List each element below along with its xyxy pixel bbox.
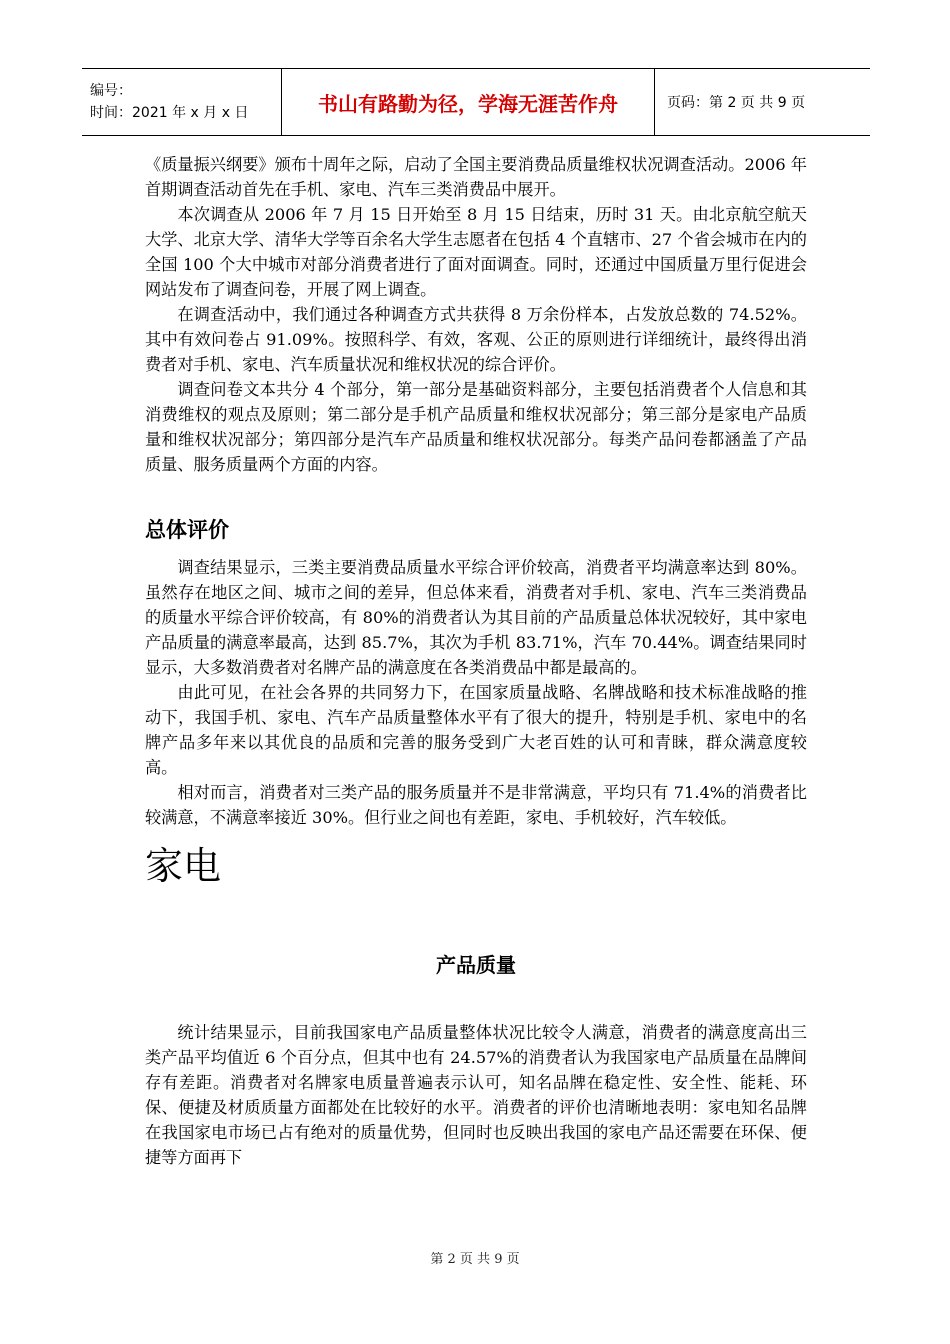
intro-paragraph: 在调查活动中，我们通过各种调查方式共获得 8 万余份样本，占发放总数的 74.52%。其中有效问卷占 91.09%。按照科学、有效，客观、公正的原则进行详细统计，最终得出消费者对手机、家电、汽车质量状况和维权状况的综合评价。 bbox=[145, 305, 807, 374]
appliance-paragraph: 统计结果显示，目前我国家电产品质量整体状况比较令人满意，消费者的满意度高出三类产品平均值近 6 个百分点，但其中也有 24.57%的消费者认为我国家电产品质量在品牌间存有差距。消费者对名牌家电质量普遍表示认可，知名品牌在稳定性、安全性、能耗、环保、便捷及材质质量方面都处在比较好的水平。消费者的评价也清晰地表明：家电知名品牌在我国家电市场已占有绝对的质量优势，但同时也反映出我国的家电产品还需要在环保、便捷等方面再下 bbox=[145, 1023, 807, 1167]
page-footer: 第 2 页 共 9 页 bbox=[430, 1252, 520, 1267]
document-body bbox=[145, 152, 807, 1170]
number-label: 编号： bbox=[90, 83, 132, 99]
overall-paragraph: 相对而言，消费者对三类产品的服务质量并不是非常满意，平均只有 71.4%的消费者比较满意，不满意率接近 30%。但行业之间也有差距，家电、手机较好，汽车较低。 bbox=[145, 783, 807, 827]
intro-paragraph: 本次调查从 2006 年 7 月 15 日开始至 8 月 15 日结束，历时 31 天。由北京航空航天大学、北京大学、清华大学等百余名大学生志愿者在包括 4 个直辖市、27 个省会城市在内的全国 100 个大中城市对部分消费者进行了面对面调查。同时，还通过中国质量万里行促进会网站发布了调查问卷，开展了网上调查。 bbox=[145, 205, 807, 299]
header-motto: 书山有路勤为径，学海无涯苦作舟 bbox=[282, 69, 655, 135]
subheading-product-quality: 产品质量 bbox=[436, 953, 516, 977]
header-page-label: 页码：第 2 页 共 9 页 bbox=[667, 95, 806, 111]
date-label: 时间：2021 年 x 月 x 日 bbox=[90, 105, 249, 121]
intro-paragraph: 《质量振兴纲要》颁布十周年之际，启动了全国主要消费品质量维权状况调查活动。2006 年首期调查活动首先在手机、家电、汽车三类消费品中展开。 bbox=[145, 155, 807, 199]
intro-paragraph: 调查问卷文本共分 4 个部分，第一部分是基础资料部分，主要包括消费者个人信息和其消费维权的观点及原则；第二部分是手机产品质量和维权状况部分；第三部分是家电产品质量和维权状况部分；第四部分是汽车产品质量和维权状况部分。每类产品问卷都涵盖了产品质量、服务质量两个方面的内容。 bbox=[145, 380, 807, 474]
section-heading-appliance: 家电 bbox=[145, 844, 222, 888]
page-header bbox=[82, 68, 870, 136]
overall-paragraph: 由此可见，在社会各界的共同努力下，在国家质量战略、名牌战略和技术标准战略的推动下，我国手机、家电、汽车产品质量整体水平有了很大的提升，特别是手机、家电中的名牌产品多年来以其优良的品质和完善的服务受到广大老百姓的认可和青睐，群众满意度较高。 bbox=[145, 683, 807, 777]
section-heading-overall: 总体评价 bbox=[145, 518, 229, 542]
header-meta bbox=[82, 69, 282, 135]
overall-paragraph: 调查结果显示，三类主要消费品质量水平综合评价较高，消费者平均满意率达到 80%。虽然存在地区之间、城市之间的差异，但总体来看，消费者对手机、家电、汽车三类消费品的质量水平综合评价较高，有 80%的消费者认为其目前的产品质量总体状况较好，其中家电产品质量的满意率最高，达到 85.7%，其次为手机 83.71%，汽车 70.44%。调查结果同时显示，大多数消费者对名牌产品的满意度在各类消费品中都是最高的。 bbox=[145, 558, 807, 677]
